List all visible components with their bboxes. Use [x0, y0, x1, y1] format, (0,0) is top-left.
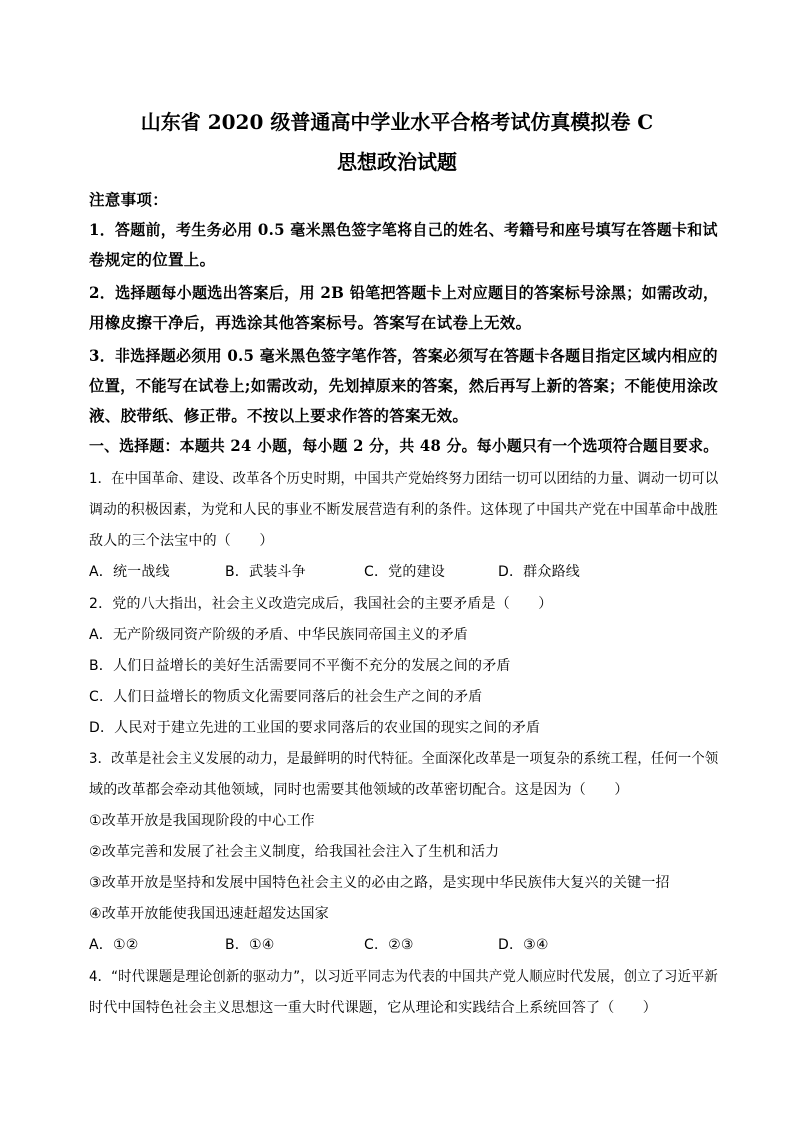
- q4-stem-line: 时代中国特色社会主义思想这一重大时代课题，它从理论和实践结合上系统回答了（ ）: [89, 1000, 657, 1016]
- q3-stem-line: 3．改革是社会主义发展的动力，是最鲜明的时代特征。全面深化改革是一项复杂的系统工程，任何一个领: [89, 751, 719, 767]
- exam-title: 山东省 2020 级普通高中学业水平合格考试仿真模拟卷 C: [140, 110, 654, 134]
- notice-line: 位置，不能写在试卷上;如需改动，先划掉原来的答案，然后再写上新的答案；不能使用涂改: [89, 376, 719, 395]
- q1-stem-line: 敌人的三个法宝中的（ ）: [89, 533, 274, 549]
- q2-option-a[interactable]: A．无产阶级同资产阶级的矛盾、中华民族同帝国主义的矛盾: [89, 627, 468, 643]
- q1-option-a[interactable]: A．统一战线: [89, 564, 170, 580]
- q1-option-b[interactable]: B．武装斗争: [225, 564, 306, 580]
- notice-line: 液、胶带纸、修正带。不按以上要求作答的答案无效。: [89, 406, 469, 425]
- exam-subtitle: 思想政治试题: [337, 150, 457, 174]
- q1-stem-line: 调动的积极因素，为党和人民的事业不断发展营造有利的条件。这体现了中国共产党在中国革命中战胜: [89, 502, 719, 518]
- q3-item: ②改革完善和发展了社会主义制度，给我国社会注入了生机和活力: [89, 844, 500, 860]
- q3-stem-line: 域的改革都会牵动其他领域，同时也需要其他领域的改革密切配合。这是因为（ ）: [89, 782, 629, 798]
- q3-option-b[interactable]: B．①④: [225, 937, 275, 953]
- q3-option-d[interactable]: D．③④: [498, 937, 549, 953]
- section-heading: 一、选择题：本题共 24 小题，每小题 2 分，共 48 分。每小题只有一个选项符合题目要求。: [89, 436, 719, 455]
- q2-option-b[interactable]: B．人们日益增长的美好生活需要同不平衡不充分的发展之间的矛盾: [89, 658, 511, 674]
- q3-option-c[interactable]: C．②③: [364, 937, 414, 953]
- q4-stem-line: 4．“时代课题是理论创新的驱动力”，以习近平同志为代表的中国共产党人顺应时代发展，创立了习近平新: [89, 969, 719, 985]
- notice-line: 用橡皮擦干净后，再选涂其他答案标号。答案写在试卷上无效。: [89, 313, 532, 332]
- notice-line: 1．答题前，考生务必用 0.5 毫米黑色签字笔将自己的姓名、考籍号和座号填写在答题卡和试: [89, 220, 718, 239]
- q2-option-c[interactable]: C．人们日益增长的物质文化需要同落后的社会生产之间的矛盾: [89, 689, 483, 705]
- q3-item: ①改革开放是我国现阶段的中心工作: [89, 813, 315, 829]
- q3-option-a[interactable]: A．①②: [89, 937, 139, 953]
- q1-stem-line: 1．在中国革命、建设、改革各个历史时期，中国共产党始终努力团结一切可以团结的力量、调动一切可以: [89, 471, 719, 487]
- q3-item: ④改革开放能使我国迅速赶超发达国家: [89, 906, 329, 922]
- notice-line: 卷规定的位置上。: [89, 250, 216, 269]
- notice-heading: 注意事项：: [89, 190, 169, 209]
- q1-option-d[interactable]: D．群众路线: [498, 564, 580, 580]
- q2-option-d[interactable]: D．人民对于建立先进的工业国的要求同落后的农业国的现实之间的矛盾: [89, 720, 541, 736]
- notice-line: 2．选择题每小题选出答案后，用 2B 铅笔把答题卡上对应题目的答案标号涂黑；如需改动，: [89, 283, 719, 302]
- q1-option-c[interactable]: C．党的建设: [364, 564, 445, 580]
- notice-line: 3．非选择题必须用 0.5 毫米黑色签字笔作答，答案必须写在答题卡各题目指定区域内相应的: [89, 346, 718, 365]
- q2-stem: 2．党的八大指出，社会主义改造完成后，我国社会的主要矛盾是（ ）: [89, 596, 553, 612]
- q3-item: ③改革开放是坚持和发展中国特色社会主义的必由之路，是实现中华民族伟大复兴的关键一招: [89, 875, 670, 891]
